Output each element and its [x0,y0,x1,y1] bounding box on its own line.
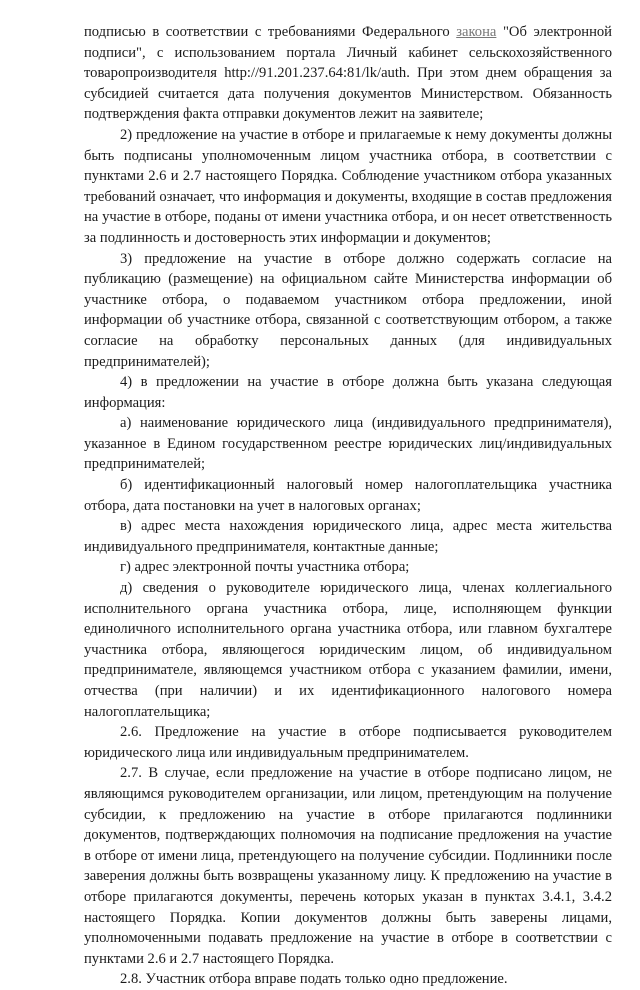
paragraph-continuation [84,22,612,125]
law-link[interactable]: закона [456,24,497,40]
paragraph-text: подписью в соответствии с требованиями Федерального [84,24,457,40]
paragraph-text: "Об электронной подписи", с использованием портала Личный кабинет сельскохозяйственного товаропроизводителя http://91.201.237.64:81/lk/auth. При этом днем обращения за субсидией считается дата получения документов Министерством. Обязанность подтверждения факта отправки документов лежит на заявителе; [84,24,612,123]
paragraph-section-2-7: 2.7. В случае, если предложение на участие в отборе подписано лицом, не являющимся руководителем организации, или лицом, претендующим на получение субсидии, к предложению на участие в отборе прилагаются подлинники документов, подтверждающих полномочия на подписание предложения на участие в отборе от имени лица, претендующего на получение субсидии. Подлинники после заверения должны быть возвращены указанному лицу. К предложению на участие в отборе прилагаются документы, перечень которых указан в пунктах 3.4.1, 3.4.2 настоящего Порядка. Копии документов должны быть заверены лицами, уполномоченными подавать предложение на участие в отборе в соответствии с пунктами 2.6 и 2.7 настоящего Порядка. [84,765,612,967]
paragraph-subitem-a: а) наименование юридического лица (индивидуального предпринимателя), указанное в Едином государственном реестре юридических лиц/индивидуальных предпринимателей; [84,415,612,473]
paragraph-subitem-b: б) идентификационный налоговый номер налогоплательщика участника отбора, дата постановки на учет в налоговых органах; [84,477,612,514]
paragraph-section-2-6: 2.6. Предложение на участие в отборе подписывается руководителем юридического лица или индивидуальным предпринимателем. [84,724,612,761]
paragraph-item-4: 4) в предложении на участие в отборе должна быть указана следующая информация: [84,374,612,411]
paragraph-subitem-v: в) адрес места нахождения юридического лица, адрес места жительства индивидуального предпринимателя, контактные данные; [84,518,612,555]
paragraph-subitem-g: г) адрес электронной почты участника отбора; [120,559,410,576]
paragraph-section-2-8: 2.8. Участник отбора вправе подать только одно предложение. [120,971,508,988]
paragraph-item-2: 2) предложение на участие в отборе и прилагаемые к нему документы должны быть подписаны уполномоченным лицом участника отбора, в соответствии с пунктами 2.6 и 2.7 настоящего Порядка. Соблюдение участником отбора указанных требований означает, что информация и документы, входящие в состав предложения на участие в отборе, поданы от имени участника отбора, и он несет ответственность за подлинность и достоверность этих информации и документов; [84,126,612,246]
paragraph-item-3: 3) предложение на участие в отборе должно содержать согласие на публикацию (размещение) на официальном сайте Министерства информации об участнике отбора, о подаваемом участником отбора предложении, иной информации об участнике отбора, связанной с соответствующим отбором, а также согласие на обработку персональных данных (для индивидуальных предпринимателей); [84,250,612,370]
paragraph-subitem-d: д) сведения о руководителе юридического лица, членах коллегиального исполнительного органа участника отбора, лице, исполняющем функции единоличного исполнительного органа участника отбора, или главном бухгалтере участника отбора, являющегося юридическим лицом, об индивидуальном предпринимателе, являющемся участником отбора с указанием фамилии, имени, отчества (при наличии) и их идентификационного налогового номера налогоплательщика; [84,580,612,720]
